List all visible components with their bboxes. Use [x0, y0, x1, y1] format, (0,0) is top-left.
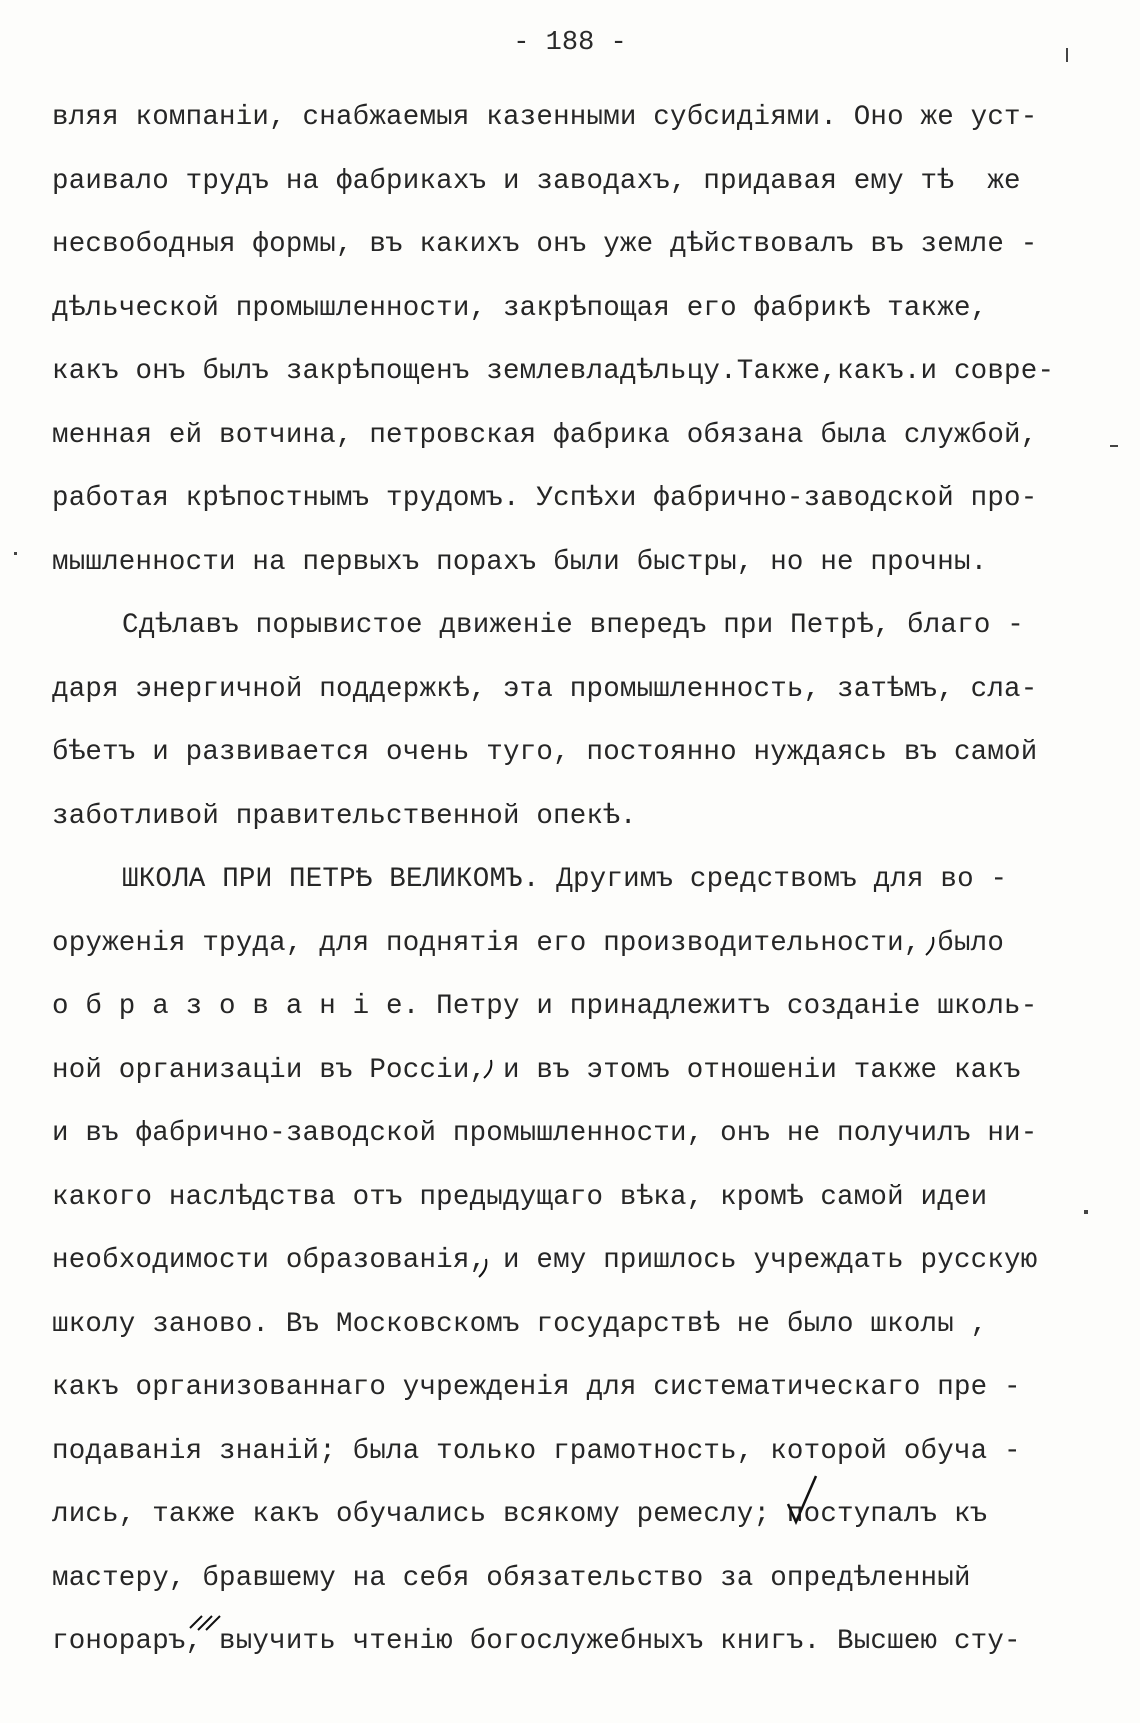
text-line: работая крѣпостнымъ трудомъ. Успѣхи фабрично-заводской про-	[52, 483, 1038, 514]
text-line: и въ фабрично-заводской промышленности, онъ не получилъ ни-	[52, 1118, 1038, 1149]
text-line: бѣетъ и развивается очень туго, постоянно нуждаясь въ самой	[52, 737, 1038, 768]
text-line: подаванія знаній; была только грамотность, которой обуча -	[52, 1435, 1021, 1467]
text-line: заботливой правительственной опекѣ.	[52, 800, 637, 832]
text-line: какъ организованнаго учрежденія для систематическаго пре -	[52, 1372, 1021, 1403]
handwritten-comma-icon	[481, 1058, 497, 1082]
text-line: оруженія труда, для поднятія его производительности, было	[52, 927, 1005, 959]
section-heading-line: ШКОЛА ПРИ ПЕТРѢ ВЕЛИКОМЪ. Другимъ средствомъ для во -	[122, 864, 1008, 895]
text-line: раивало трудъ на фабрикахъ и заводахъ, придавая ему тѣ же	[52, 165, 1021, 197]
text-line: мышленности на первыхъ порахъ были быстры, но не прочны.	[52, 546, 988, 578]
text-line: мастеру, бравшему на себя обязательство за опредѣленный	[52, 1562, 971, 1594]
text-line: менная ей вотчина, петровская фабрика обязана была службой,	[52, 419, 1038, 451]
text-line: даря энергичной поддержкѣ, эта промышленность, затѣмъ, сла-	[52, 673, 1038, 705]
handwritten-checkmark-icon	[786, 1474, 820, 1526]
text-line: о б р а з о в а н і е. Петру и принадлежитъ созданіе школь-	[52, 991, 1038, 1022]
text-line: школу заново. Въ Московскомъ государствѣ не было школы ,	[52, 1308, 988, 1340]
text-line: ной организаціи въ Россіи, и въ этомъ отношеніи также какъ	[52, 1054, 1021, 1086]
text-line: гонораръ, выучить чтенію богослужебныхъ книгъ. Высшею сту-	[52, 1626, 1021, 1657]
text-line: необходимости образованія, и ему пришлось учреждать русскую	[52, 1245, 1038, 1276]
text-line: несвободныя формы, въ какихъ онъ уже дѣйствовалъ въ земле -	[52, 229, 1038, 260]
text-line: какъ онъ былъ закрѣпощенъ землевладѣльцу.Также,какъ.и совре-	[52, 356, 1055, 387]
page-number: - 188 -	[513, 28, 627, 58]
text-line: какого наслѣдства отъ предыдущаго вѣка, кромѣ самой идеи	[52, 1181, 988, 1213]
scan-speck	[1084, 1210, 1088, 1214]
text-line: вляя компаніи, снабжаемыя казенными субсидіями. Оно же уст-	[52, 102, 1038, 133]
handwritten-comma-icon	[476, 1257, 492, 1281]
text-line: лись, также какъ обучались всякому ремеслу; поступалъ къ	[52, 1499, 988, 1530]
text-line: Сдѣлавъ порывистое движеніе впередъ при Петрѣ, благо -	[122, 610, 1024, 641]
body-text	[52, 86, 1062, 1674]
scan-speck	[1110, 445, 1118, 447]
handwritten-comma-icon	[923, 935, 939, 959]
scan-speck	[14, 552, 17, 555]
text-line: дѣльческой промышленности, закрѣпощая его фабрикѣ также,	[52, 292, 988, 324]
scan-speck	[1066, 48, 1068, 62]
handwritten-strikeout-icon	[188, 1612, 222, 1632]
